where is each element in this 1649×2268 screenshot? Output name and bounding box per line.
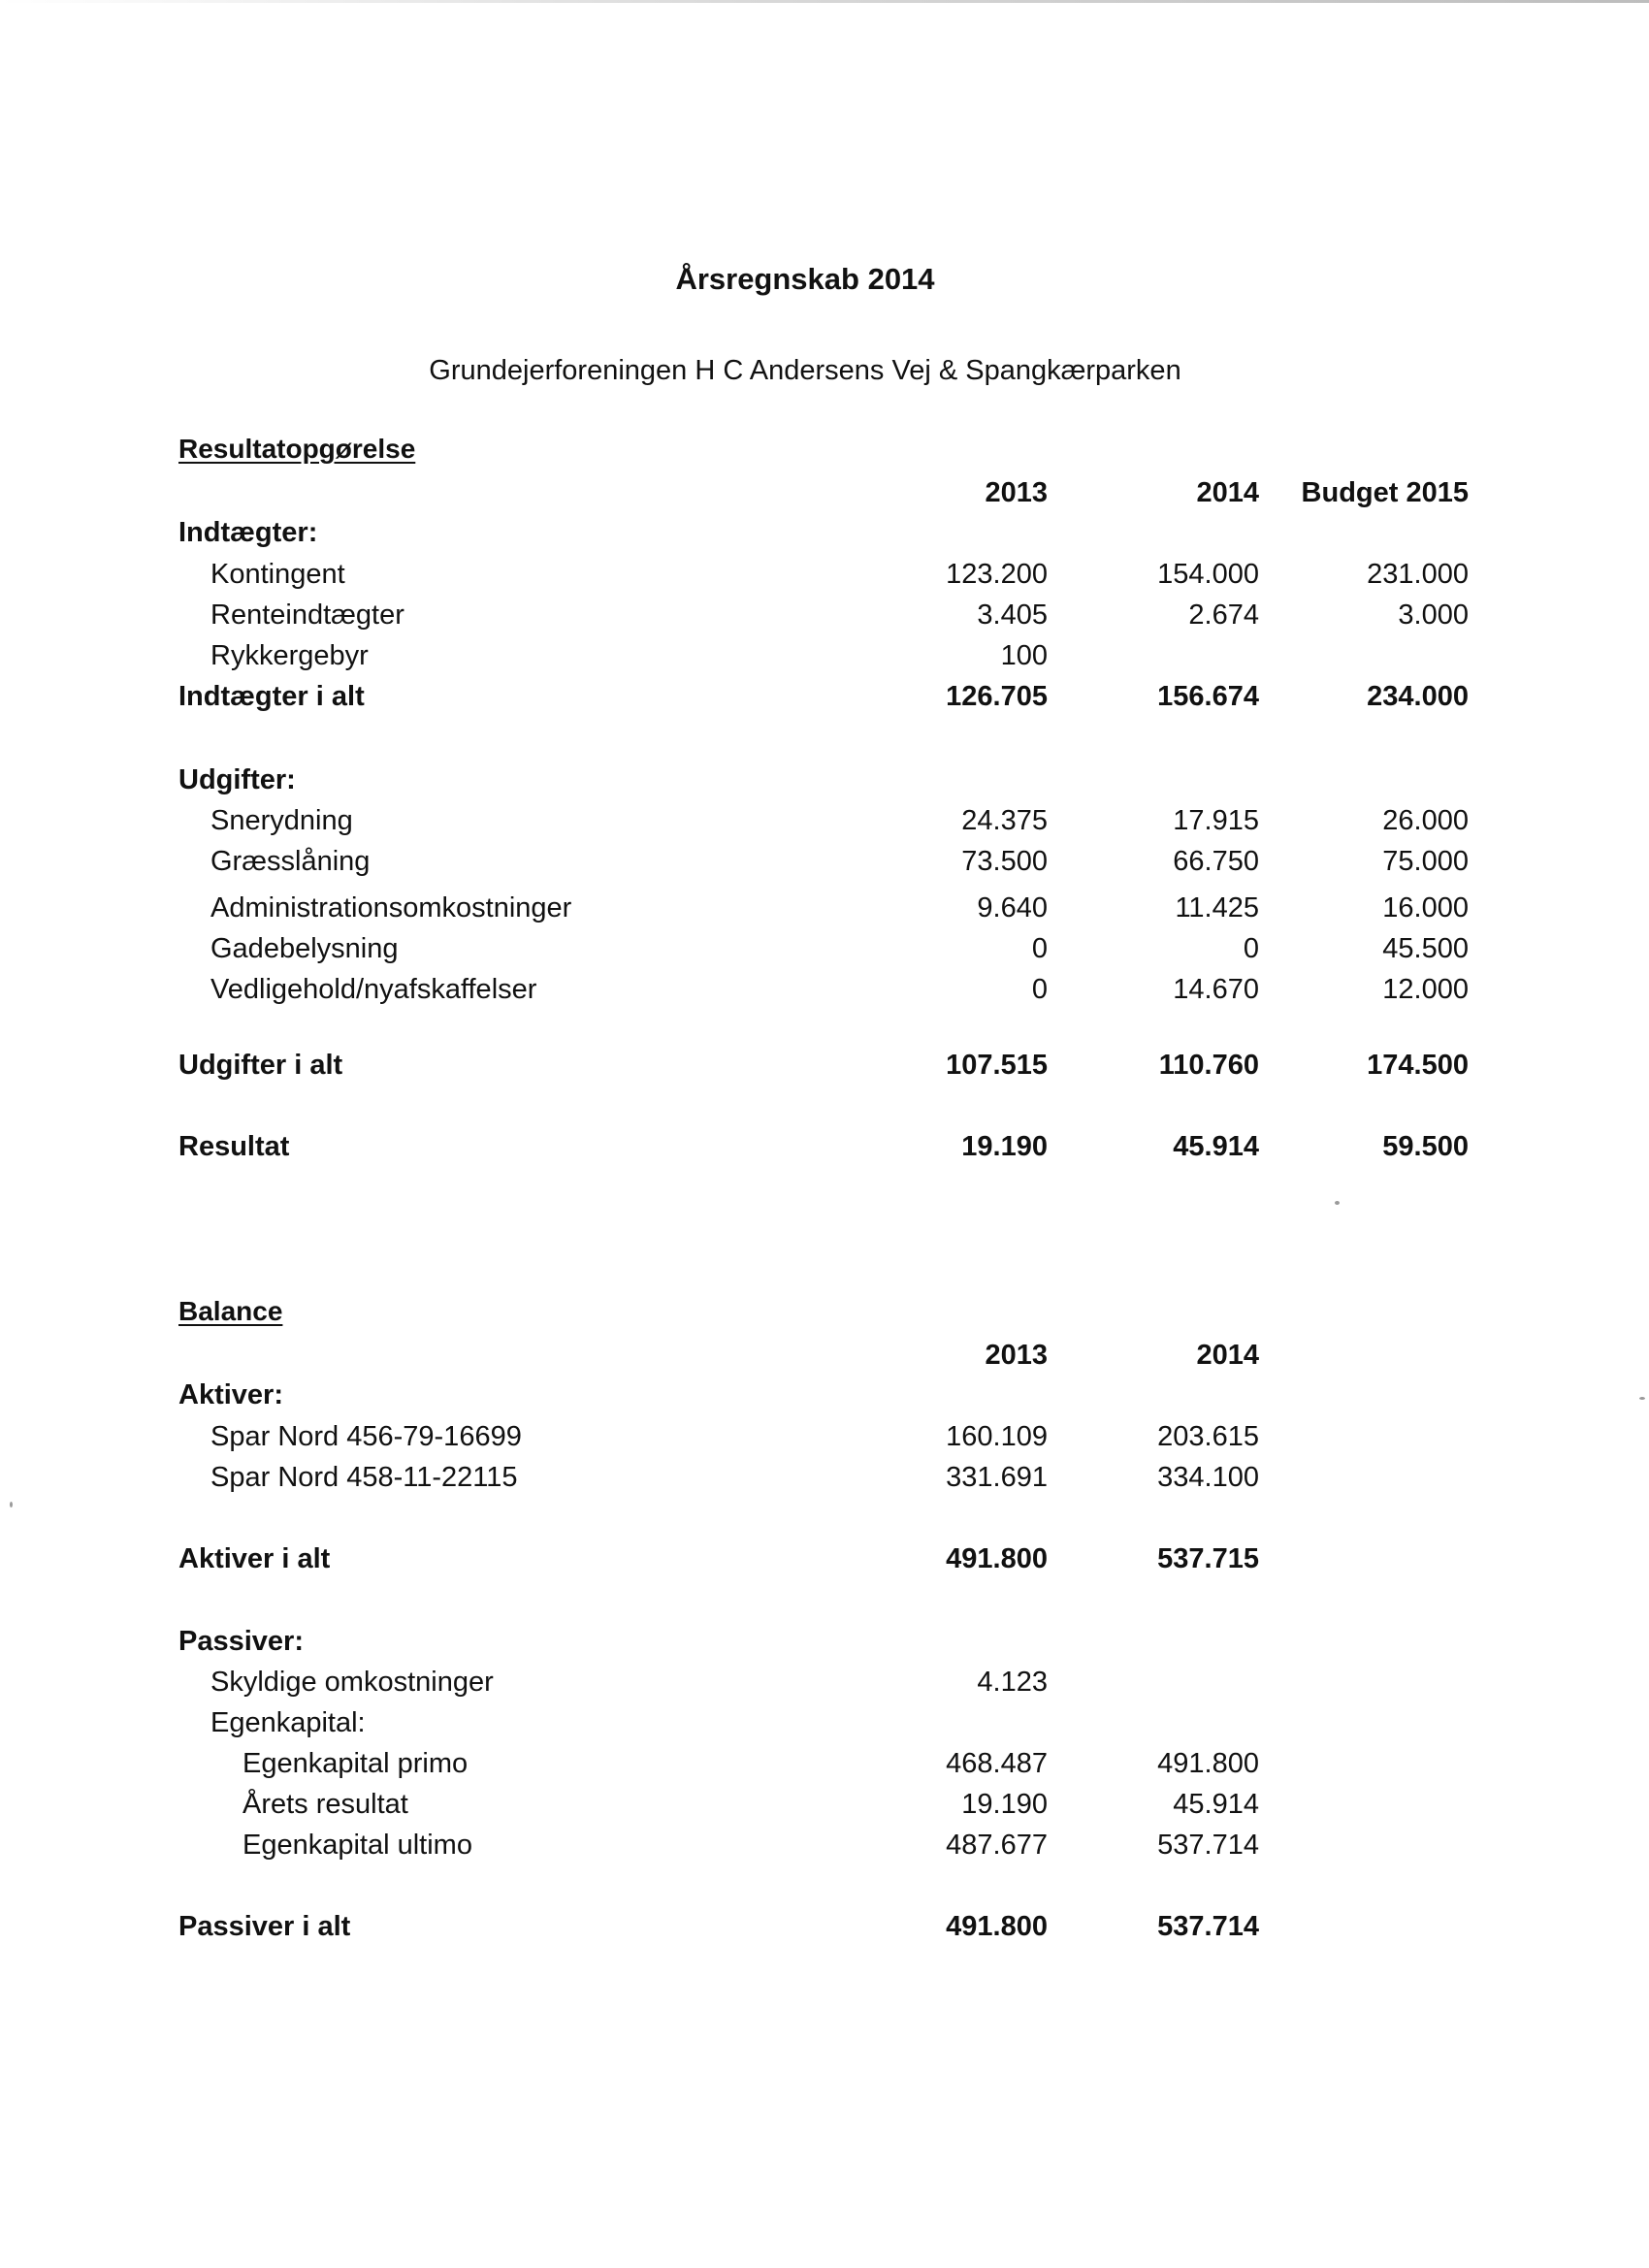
value-2013: 24.375 xyxy=(961,805,1048,836)
income-column-headers xyxy=(0,477,1649,516)
value-2013: 126.705 xyxy=(946,681,1048,712)
scan-speck xyxy=(1639,1397,1645,1400)
value-budget-2015: 16.000 xyxy=(1382,892,1469,923)
row-label: Egenkapital ultimo xyxy=(242,1830,472,1861)
row-label: Snerydning xyxy=(210,805,353,836)
value-2014: 45.914 xyxy=(1173,1131,1259,1162)
document-subtitle: Grundejerforeningen H C Andersens Vej & Spangkærparken xyxy=(429,355,1181,386)
row-label: Egenkapital: xyxy=(210,1707,366,1738)
table-row xyxy=(0,805,1649,844)
table-row xyxy=(0,1421,1649,1460)
value-budget-2015: 59.500 xyxy=(1382,1131,1469,1162)
value-2014: 491.800 xyxy=(1157,1748,1259,1779)
value-budget-2015: 174.500 xyxy=(1367,1050,1469,1081)
value-2013: 160.109 xyxy=(946,1421,1048,1452)
table-row xyxy=(0,1748,1649,1787)
balance-heading: Balance xyxy=(178,1296,283,1326)
balance-column-headers xyxy=(0,1340,1649,1378)
column-header-2013: 2013 xyxy=(985,477,1048,508)
row-label: Administrationsomkostninger xyxy=(210,892,572,923)
column-header-2014: 2014 xyxy=(1196,477,1259,508)
value-budget-2015: 26.000 xyxy=(1382,805,1469,836)
value-2014: 11.425 xyxy=(1175,892,1259,923)
income-statement-heading: Resultatopgørelse xyxy=(178,434,416,464)
value-budget-2015: 3.000 xyxy=(1398,599,1469,631)
row-label: Passiver i alt xyxy=(178,1911,351,1942)
row-label: Græsslåning xyxy=(210,846,371,877)
value-2013: 0 xyxy=(1031,933,1048,964)
table-row xyxy=(0,559,1649,598)
row-label: Spar Nord 458-11-22115 xyxy=(210,1462,518,1493)
value-2014: 14.670 xyxy=(1173,974,1259,1005)
table-row xyxy=(0,1789,1649,1828)
value-2013: 123.200 xyxy=(946,559,1048,590)
total-row xyxy=(0,1543,1649,1582)
liabilities-group-label xyxy=(0,1626,1649,1665)
total-row xyxy=(0,1050,1649,1088)
value-2013: 19.190 xyxy=(961,1131,1048,1162)
equity-group-label xyxy=(0,1707,1649,1746)
row-label: Gadebelysning xyxy=(210,933,399,964)
value-2014: 334.100 xyxy=(1157,1462,1259,1493)
table-row xyxy=(0,933,1649,972)
value-budget-2015: 12.000 xyxy=(1382,974,1469,1005)
row-label: Spar Nord 456-79-16699 xyxy=(210,1421,522,1452)
value-2014: 156.674 xyxy=(1157,681,1259,712)
row-label: Egenkapital primo xyxy=(242,1748,469,1779)
value-budget-2015: 231.000 xyxy=(1367,559,1469,590)
value-2014: 45.914 xyxy=(1173,1789,1259,1820)
row-label: Rykkergebyr xyxy=(210,640,369,671)
row-label: Aktiver: xyxy=(178,1379,283,1410)
result-row xyxy=(0,1131,1649,1170)
value-2013: 19.190 xyxy=(961,1789,1048,1820)
row-label: Årets resultat xyxy=(242,1789,408,1820)
value-2013: 491.800 xyxy=(946,1911,1048,1942)
row-label: Indtægter i alt xyxy=(178,681,365,712)
value-2014: 203.615 xyxy=(1157,1421,1259,1452)
row-label: Indtægter: xyxy=(178,517,318,548)
table-row xyxy=(0,1830,1649,1868)
value-2014: 154.000 xyxy=(1157,559,1259,590)
scan-speck xyxy=(10,1502,13,1507)
row-label: Udgifter i alt xyxy=(178,1050,343,1081)
value-budget-2015: 45.500 xyxy=(1382,933,1469,964)
table-row xyxy=(0,892,1649,931)
expense-group-label xyxy=(0,764,1649,803)
row-label: Resultat xyxy=(178,1131,290,1162)
row-label: Skyldige omkostninger xyxy=(210,1667,494,1698)
assets-group-label xyxy=(0,1379,1649,1418)
value-2013: 491.800 xyxy=(946,1543,1048,1574)
income-group-label xyxy=(0,517,1649,556)
document-title: Årsregnskab 2014 xyxy=(675,262,935,296)
value-2013: 487.677 xyxy=(946,1830,1048,1861)
value-2013: 468.487 xyxy=(946,1748,1048,1779)
value-2014: 2.674 xyxy=(1188,599,1259,631)
table-row xyxy=(0,974,1649,1013)
value-2014: 537.714 xyxy=(1157,1830,1259,1861)
table-row xyxy=(0,846,1649,885)
value-2013: 3.405 xyxy=(977,599,1048,631)
value-budget-2015: 75.000 xyxy=(1382,846,1469,877)
value-2013: 100 xyxy=(1000,640,1048,671)
row-label: Udgifter: xyxy=(178,764,296,795)
value-2013: 0 xyxy=(1031,974,1048,1005)
value-2013: 107.515 xyxy=(946,1050,1048,1081)
scan-speck xyxy=(1335,1201,1340,1205)
scan-edge-line xyxy=(0,0,1649,3)
table-row xyxy=(0,640,1649,679)
row-label: Renteindtægter xyxy=(210,599,404,631)
row-label: Kontingent xyxy=(210,559,345,590)
value-2014: 537.714 xyxy=(1157,1911,1259,1942)
value-2014: 17.915 xyxy=(1173,805,1259,836)
column-header-budget-2015: Budget 2015 xyxy=(1301,477,1469,508)
value-2013: 331.691 xyxy=(946,1462,1048,1493)
value-2013: 73.500 xyxy=(961,846,1048,877)
value-2014: 66.750 xyxy=(1173,846,1259,877)
column-header-2013: 2013 xyxy=(985,1340,1048,1371)
row-label: Vedligehold/nyafskaffelser xyxy=(210,974,537,1005)
total-row xyxy=(0,1911,1649,1950)
row-label: Passiver: xyxy=(178,1626,304,1657)
value-2014: 110.760 xyxy=(1158,1050,1259,1081)
value-2013: 4.123 xyxy=(977,1667,1048,1698)
row-label: Aktiver i alt xyxy=(178,1543,331,1574)
value-2014: 0 xyxy=(1243,933,1259,964)
total-row xyxy=(0,681,1649,720)
table-row xyxy=(0,599,1649,638)
value-2014: 537.715 xyxy=(1157,1543,1259,1574)
table-row xyxy=(0,1462,1649,1501)
value-2013: 9.640 xyxy=(977,892,1048,923)
column-header-2014: 2014 xyxy=(1196,1340,1259,1371)
value-budget-2015: 234.000 xyxy=(1367,681,1469,712)
table-row xyxy=(0,1667,1649,1705)
